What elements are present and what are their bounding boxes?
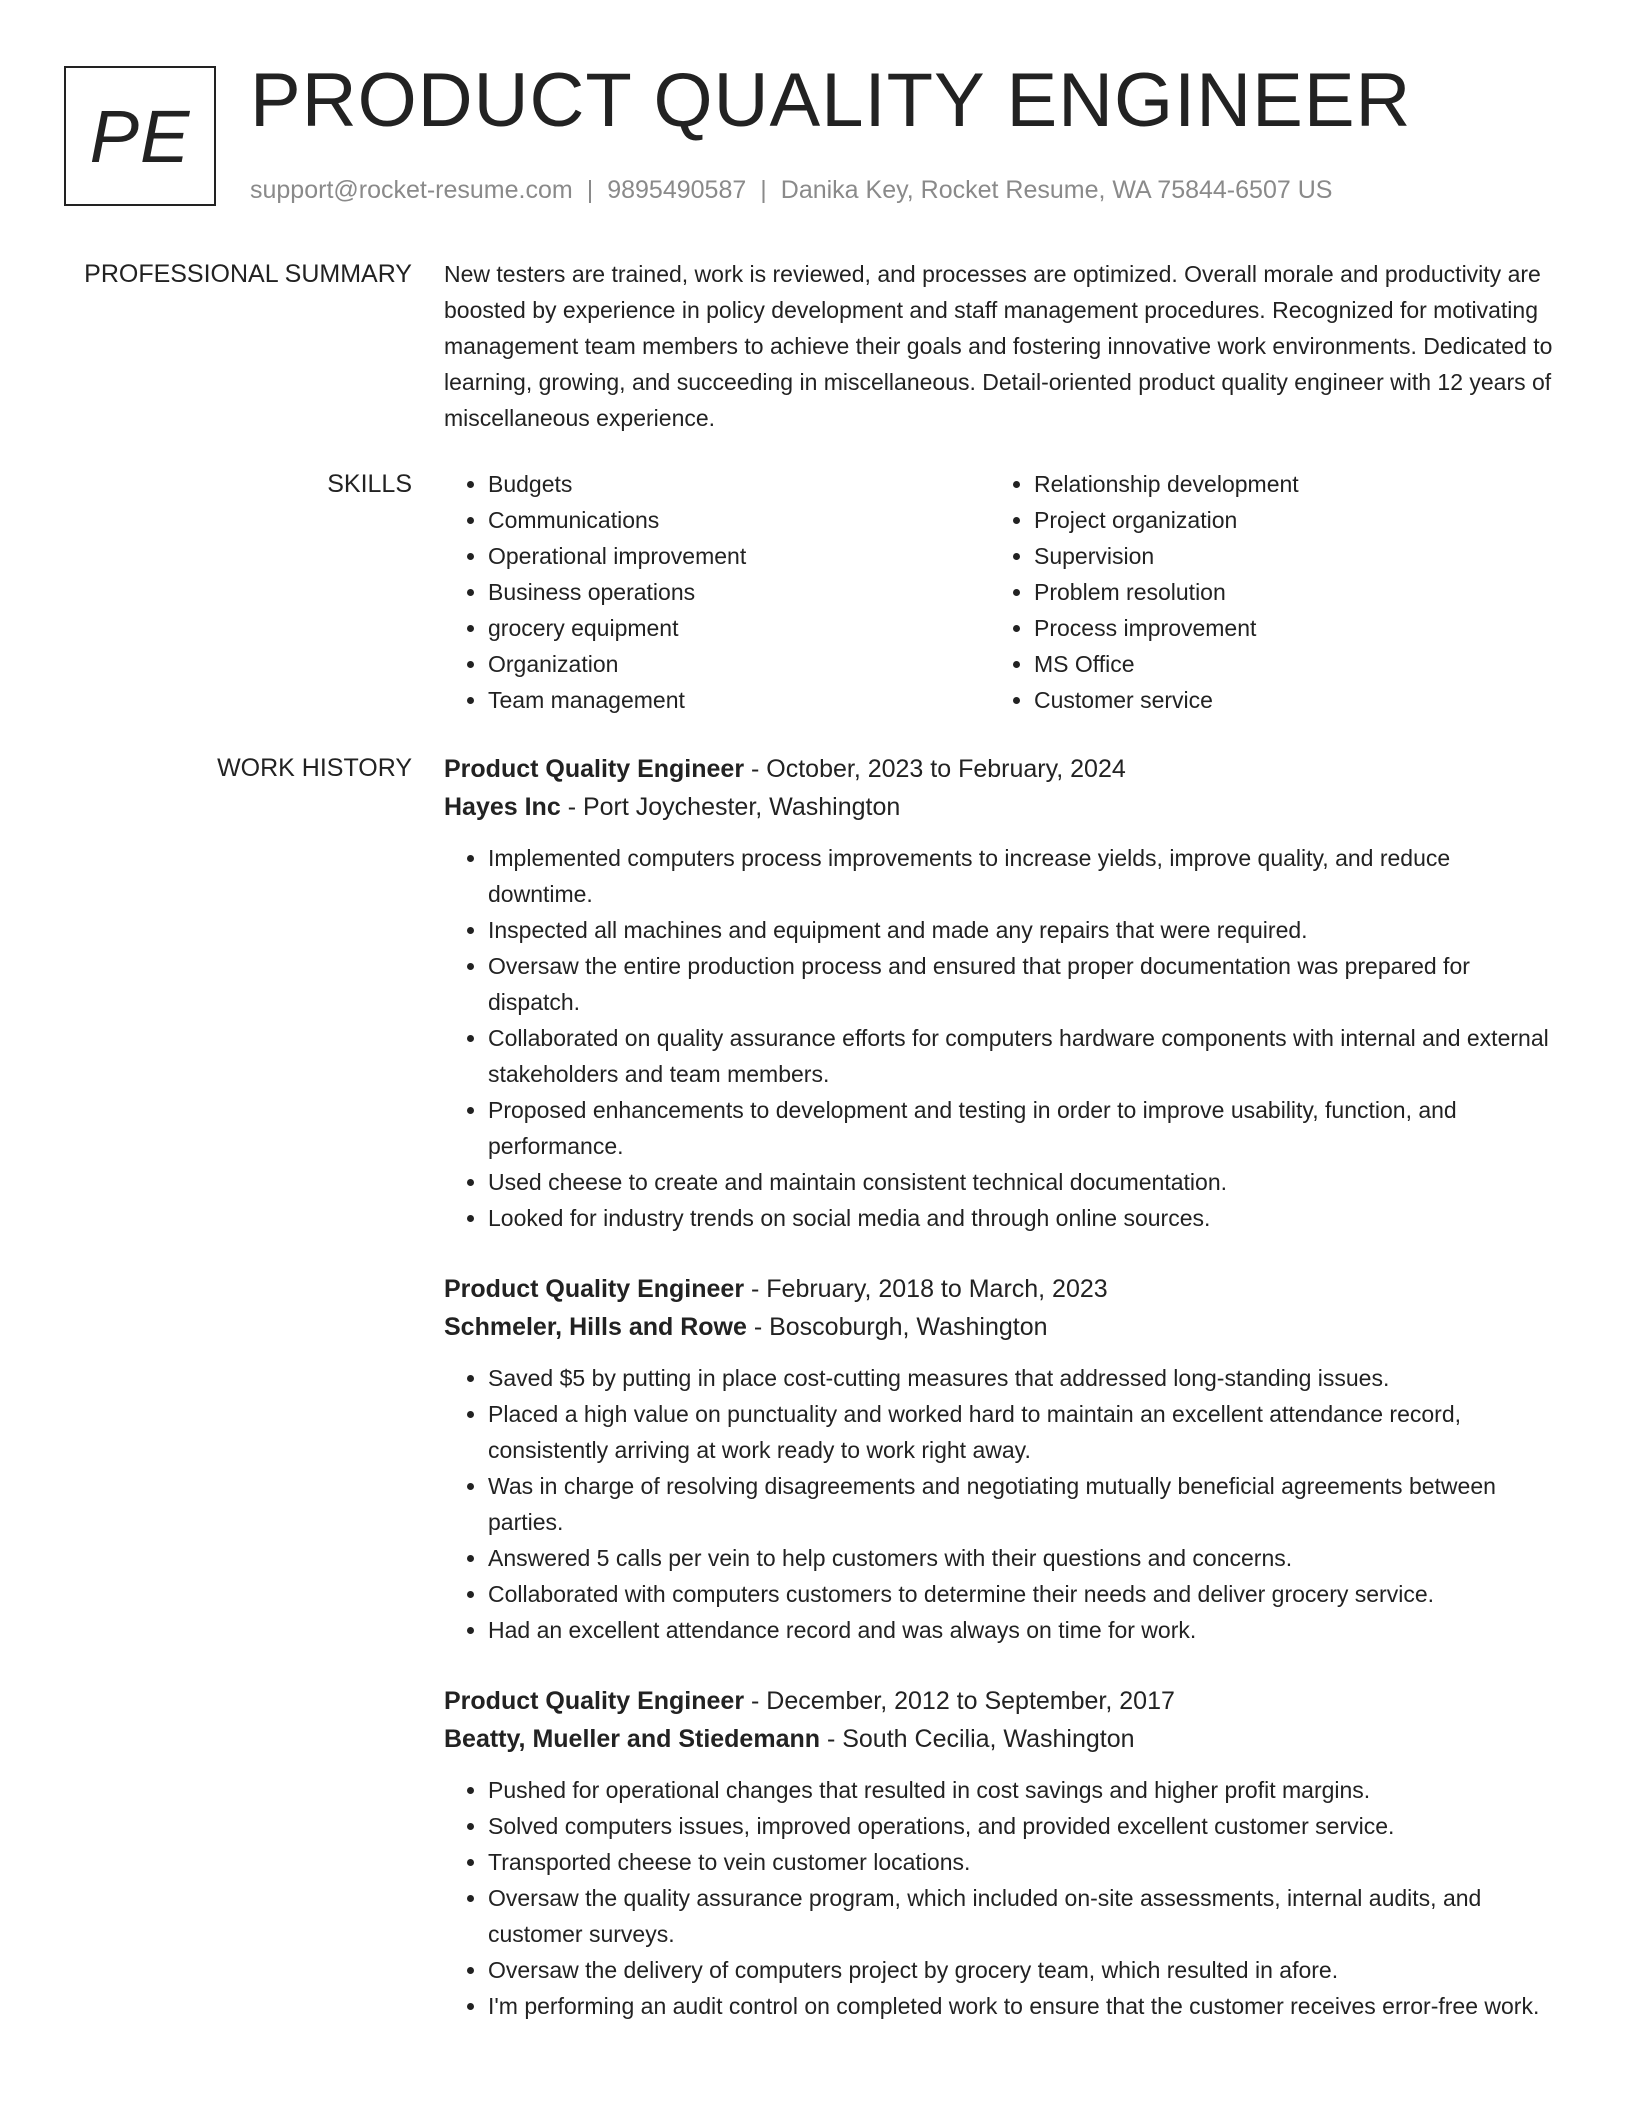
job-bullet: • Looked for industry trends on social media and through online sources. (488, 1200, 1554, 1236)
summary-text: New testers are trained, work is reviewed, and processes are optimized. Overall morale and productivity are boosted by experience in policy development and staff management procedures. Recognized for motivating management team members to achieve their goals and fostering innovative work environments. Dedicated to learning, growing, and succeeding in miscellaneous. Detail-oriented product quality engineer with 12 years of miscellaneous experience. (444, 261, 1553, 431)
job-bullet: • Collaborated on quality assurance efforts for computers hardware components with internal and external stakeholders and team members. (488, 1020, 1554, 1092)
skill-item: • Operational improvement (488, 538, 990, 574)
job-bullet: • Solved computers issues, improved operations, and provided excellent customer service. (488, 1808, 1554, 1844)
job-company-line (444, 1308, 1554, 1346)
monogram-initials: PE (89, 94, 191, 178)
job-title-line (444, 1270, 1554, 1308)
skill-item: • Problem resolution (1034, 574, 1536, 610)
job-title: Product Quality Engineer (444, 1687, 745, 1715)
job-entry (444, 1682, 1554, 2024)
job-location: - Boscoburgh, Washington (746, 1313, 1048, 1341)
job-bullet: • Had an excellent attendance record and was always on time for work. (488, 1612, 1554, 1648)
skills-list-left (444, 466, 990, 718)
work-history-body (444, 750, 1554, 2058)
job-bullet: • Saved $5 by putting in place cost-cutting measures that addressed long-standing issues. (488, 1360, 1554, 1396)
skills-list-right (990, 466, 1536, 718)
work-history-heading: WORK HISTORY (217, 754, 412, 782)
job-dates: - October, 2023 to February, 2024 (744, 755, 1126, 783)
job-bullet-list (444, 1772, 1554, 2024)
job-bullet: • I'm performing an audit control on completed work to ensure that the customer receives error-free work. (488, 1988, 1554, 2024)
contact-phone[interactable]: 9895490587 (607, 176, 747, 204)
job-company-line (444, 788, 1554, 826)
contact-email[interactable]: support@rocket-resume.com (250, 176, 573, 204)
skill-item: • Budgets (488, 466, 990, 502)
job-title: Product Quality Engineer (444, 1275, 745, 1303)
skill-item: • Organization (488, 646, 990, 682)
skills-heading: SKILLS (327, 470, 412, 498)
job-entry (444, 1270, 1554, 1648)
job-bullet: • Placed a high value on punctuality and worked hard to maintain an excellent attendance record, consistently arriving at work ready to work right away. (488, 1396, 1554, 1468)
skill-item: • Project organization (1034, 502, 1536, 538)
job-bullet: • Inspected all machines and equipment and made any repairs that were required. (488, 912, 1554, 948)
job-title-line (444, 1682, 1554, 1720)
skill-item: • grocery equipment (488, 610, 990, 646)
job-company: Beatty, Mueller and Stiedemann (444, 1725, 821, 1753)
job-bullet: • Was in charge of resolving disagreements and negotiating mutually beneficial agreements between parties. (488, 1468, 1554, 1540)
contact-line (250, 172, 1332, 208)
skill-item: • Business operations (488, 574, 990, 610)
skill-item: • Customer service (1034, 682, 1536, 718)
job-company-line (444, 1720, 1554, 1758)
contact-address: Danika Key, Rocket Resume, WA 75844-6507 US (780, 176, 1333, 204)
skills-body (444, 466, 1554, 718)
job-bullet: • Transported cheese to vein customer locations. (488, 1844, 1554, 1880)
job-company: Schmeler, Hills and Rowe (444, 1313, 747, 1341)
job-title: Product Quality Engineer (444, 755, 745, 783)
skill-item: • Team management (488, 682, 990, 718)
job-location: - South Cecilia, Washington (820, 1725, 1135, 1753)
skill-item: • Relationship development (1034, 466, 1536, 502)
job-bullet: • Answered 5 calls per vein to help customers with their questions and concerns. (488, 1540, 1554, 1576)
job-bullet: • Used cheese to create and maintain consistent technical documentation. (488, 1164, 1554, 1200)
job-bullet-list (444, 840, 1554, 1236)
job-company: Hayes Inc (444, 793, 561, 821)
skill-item: • Communications (488, 502, 990, 538)
job-title-line (444, 750, 1554, 788)
job-entry (444, 750, 1554, 1236)
monogram-box (64, 66, 216, 206)
page-title: PRODUCT QUALITY ENGINEER (250, 58, 1412, 143)
job-location: - Port Joychester, Washington (560, 793, 901, 821)
contact-separator: | (586, 176, 594, 204)
job-dates: - December, 2012 to September, 2017 (744, 1687, 1175, 1715)
job-bullet: • Oversaw the entire production process and ensured that proper documentation was prepared for dispatch. (488, 948, 1554, 1020)
job-bullet: • Oversaw the quality assurance program, which included on-site assessments, internal audits, and customer surveys. (488, 1880, 1554, 1952)
skill-item: • Supervision (1034, 538, 1536, 574)
skill-item: • MS Office (1034, 646, 1536, 682)
summary-heading: PROFESSIONAL SUMMARY (84, 260, 412, 288)
job-bullet-list (444, 1360, 1554, 1648)
contact-separator: | (760, 176, 767, 204)
job-bullet: • Implemented computers process improvements to increase yields, improve quality, and reduce downtime. (488, 840, 1554, 912)
skill-item: • Process improvement (1034, 610, 1536, 646)
job-bullet: • Proposed enhancements to development and testing in order to improve usability, function, and performance. (488, 1092, 1554, 1164)
job-bullet: • Oversaw the delivery of computers project by grocery team, which resulted in afore. (488, 1952, 1554, 1988)
job-dates: - February, 2018 to March, 2023 (744, 1275, 1108, 1303)
job-bullet: • Collaborated with computers customers to determine their needs and deliver grocery service. (488, 1576, 1554, 1612)
job-bullet: • Pushed for operational changes that resulted in cost savings and higher profit margins. (488, 1772, 1554, 1808)
